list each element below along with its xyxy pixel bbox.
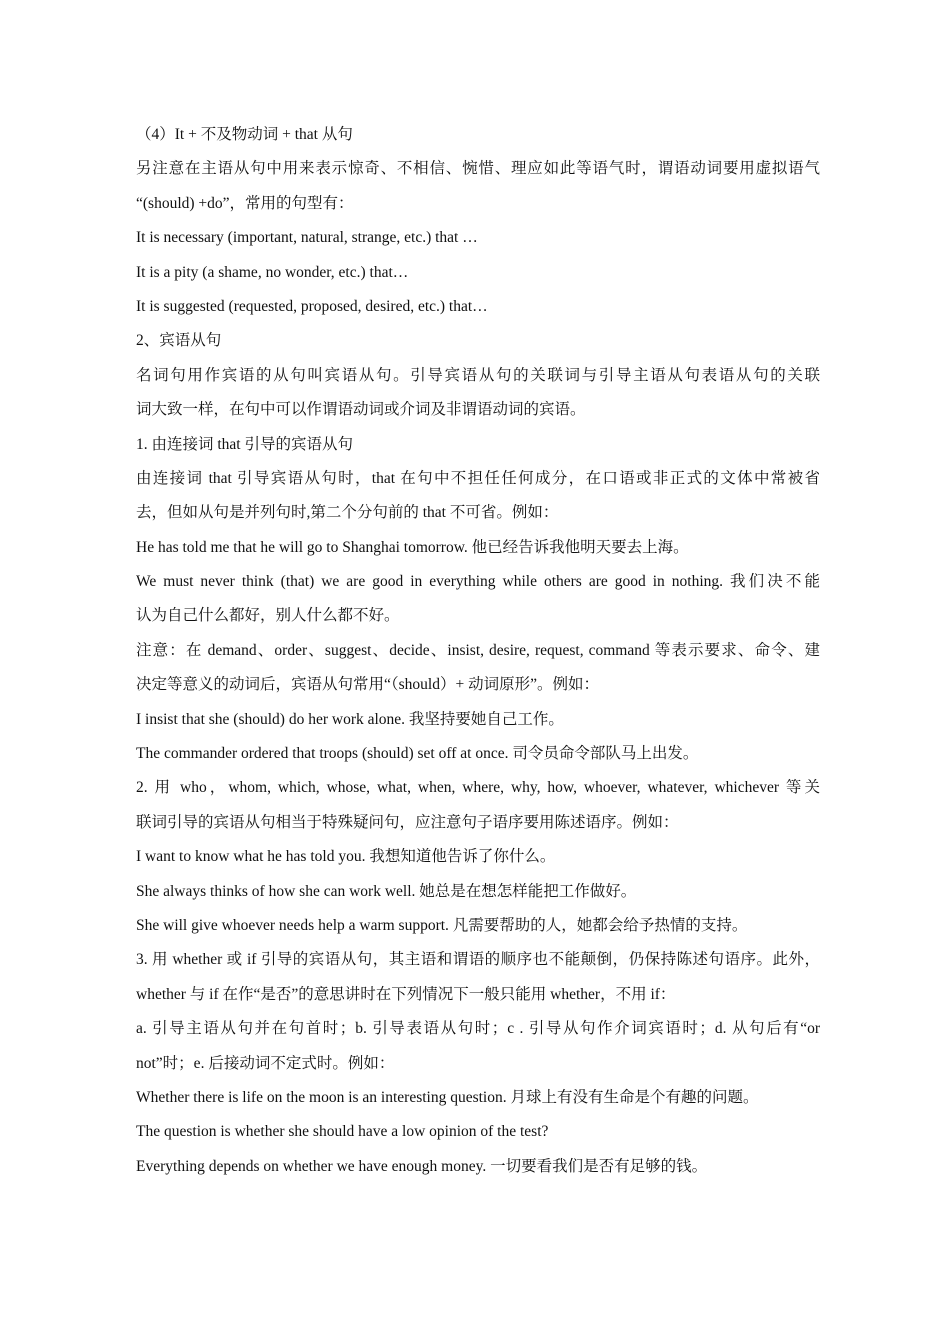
document-body: [136, 118, 820, 1184]
text-line: I want to know what he has told you. 我想知道他告诉了你什么。: [136, 848, 556, 866]
text-line: It is necessary (important, natural, strange, etc.) that …: [136, 229, 478, 247]
text-line: I insist that she (should) do her work alone. 我坚持要她自己工作。: [136, 710, 564, 728]
text-line: whether 与 if 在作“是否”的意思讲时在下列情况下一般只能用 whether，不用 if：: [136, 985, 676, 1003]
text-line: 去，但如从句是并列句时,第二个分句前的 that 不可省。例如：: [136, 504, 559, 522]
text-line: 3. 用 whether 或 if 引导的宾语从句，其主语和谓语的顺序也不能颠倒，仍保持陈述句语序。此外，: [136, 951, 820, 969]
text-line: The commander ordered that troops (should) set off at once. 司令员命令部队马上出发。: [136, 745, 699, 763]
text-line: The question is whether she should have a low opinion of the test?: [136, 1123, 549, 1141]
text-line: a. 引导主语从句并在句首时；b. 引导表语从句时；c . 引导从句作介词宾语时；d. 从句后有“or: [136, 1020, 820, 1038]
text-line: We must never think (that) we are good in everything while others are good in nothing. 我们决不能: [136, 573, 820, 591]
text-line: Whether there is life on the moon is an interesting question. 月球上有没有生命是个有趣的问题。: [136, 1088, 759, 1106]
text-line: “(should) +do”，常用的句型有：: [136, 194, 354, 212]
text-line: 词大致一样，在句中可以作谓语动词或介词及非谓语动词的宾语。: [136, 401, 586, 419]
text-line: He has told me that he will go to Shanghai tomorrow. 他已经告诉我他明天要去上海。: [136, 538, 689, 556]
text-line: 名词句用作宾语的从句叫宾语从句。引导宾语从句的关联词与引导主语从句表语从句的关联: [136, 366, 820, 384]
text-line: 认为自己什么都好，别人什么都不好。: [136, 607, 400, 625]
text-line: 2. 用 who，whom, which, whose, what, when, where, why, how, whoever, whatever, whichever 等关: [136, 779, 820, 797]
text-line: It is a pity (a shame, no wonder, etc.) that…: [136, 263, 409, 281]
text-line: 2、宾语从句: [136, 332, 222, 350]
text-line: She always thinks of how she can work well. 她总是在想怎样能把工作做好。: [136, 882, 637, 900]
text-line: 注意：在 demand、order、suggest、decide、insist, desire, request, command 等表示要求、命令、建: [136, 641, 820, 659]
text-line: Everything depends on whether we have enough money. 一切要看我们是否有足够的钱。: [136, 1157, 708, 1175]
text-line: 决定等意义的动词后，宾语从句常用“（should）+ 动词原形”。例如：: [136, 676, 599, 694]
text-line: 1. 由连接词 that 引导的宾语从句: [136, 435, 353, 453]
text-line: She will give whoever needs help a warm support. 凡需要帮助的人，她都会给予热情的支持。: [136, 916, 748, 934]
text-line: （4）It + 不及物动词 + that 从句: [136, 126, 353, 143]
text-line: It is suggested (requested, proposed, desired, etc.) that…: [136, 297, 488, 315]
text-line: not”时；e. 后接动词不定式时。例如：: [136, 1054, 395, 1072]
text-line: 另注意在主语从句中用来表示惊奇、不相信、惋惜、理应如此等语气时，谓语动词要用虚拟语气: [136, 160, 820, 178]
text-line: 联词引导的宾语从句相当于特殊疑问句，应注意句子语序要用陈述语序。例如：: [136, 813, 679, 831]
text-line: 由连接词 that 引导宾语从句时，that 在句中不担任任何成分，在口语或非正式的文体中常被省: [136, 469, 820, 487]
